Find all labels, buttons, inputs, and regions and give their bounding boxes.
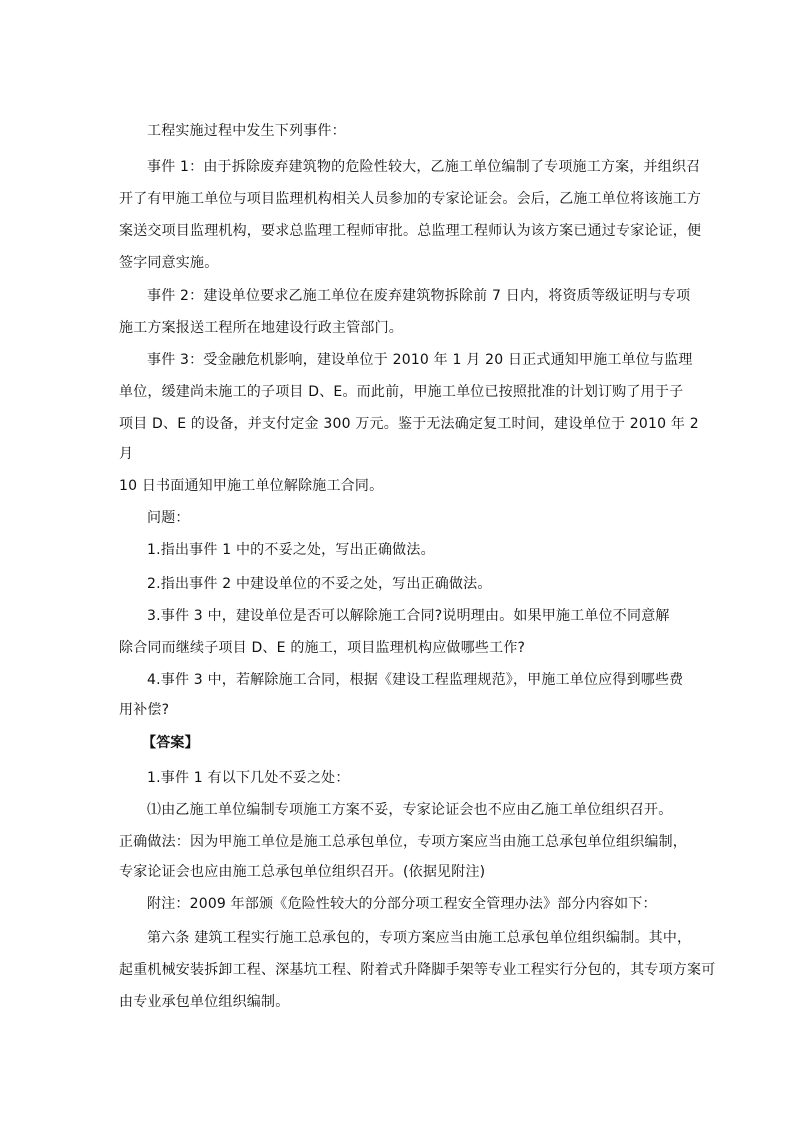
question-4-line-2: 用补偿? bbox=[119, 702, 170, 718]
answer-correct-line-1: 正确做法：因为甲施工单位是施工总承包单位，专项方案应当由施工总承包单位组织编制， bbox=[119, 834, 687, 850]
event3-line-4: 月 bbox=[119, 446, 134, 462]
event3-line-1: 事件 3：受金融危机影响，建设单位于 2010 年 1 月 20 日正式通知甲施工单位与监理 bbox=[147, 352, 693, 368]
event2-line-2: 施工方案报送工程所在地建设行政主管部门。 bbox=[119, 320, 403, 336]
event3-line-3: 项目 D、E 的设备，并支付定金 300 万元。鉴于无法确定复工时间，建设单位于 2010 年 2 bbox=[119, 416, 699, 432]
article-6-line-1: 第六条 建筑工程实行施工总承包的，专项方案应当由施工总承包单位组织编制。其中， bbox=[147, 930, 692, 946]
article-6-line-2: 起重机械安装拆卸工程、深基坑工程、附着式升降脚手架等专业工程实行分包的，其专项方案可 bbox=[119, 962, 716, 978]
event1-line-1: 事件 1：由于拆除废弃建筑物的危险性较大，乙施工单位编制了专项施工方案，并组织召 bbox=[147, 159, 701, 175]
note-intro: 附注：2009 年部颁《危险性较大的分部分项工程安全管理办法》部分内容如下： bbox=[147, 896, 657, 912]
event1-line-3: 案送交项目监理机构，要求总监理工程师审批。总监理工程师认为该方案已通过专家论证，便 bbox=[119, 223, 702, 239]
article-6-line-3: 由专业承包单位组织编制。 bbox=[119, 994, 290, 1010]
event3-line-2: 单位，缓建尚未施工的子项目 D、E。而此前，甲施工单位已按照批准的计划订购了用于子 bbox=[119, 384, 684, 400]
answer-heading: 【答案】 bbox=[142, 735, 199, 751]
event1-line-4: 签字同意实施。 bbox=[119, 255, 219, 271]
question-3-line-1: 3.事件 3 中，建设单位是否可以解除施工合同?说明理由。如果甲施工单位不同意解 bbox=[147, 608, 670, 624]
question-3-line-2: 除合同而继续子项目 D、E 的施工，项目监理机构应做哪些工作? bbox=[119, 640, 526, 656]
event2-line-1: 事件 2：建设单位要求乙施工单位在废弃建筑物拆除前 7 日内，将资质等级证明与专项 bbox=[147, 288, 691, 304]
answer-1-item-1: ⑴由乙施工单位编制专项施工方案不妥，专家论证会也不应由乙施工单位组织召开。 bbox=[147, 802, 673, 818]
answer-correct-line-2: 专家论证会也应由施工总承包单位组织召开。(依据见附注) bbox=[119, 864, 486, 880]
question-1: 1.指出事件 1 中的不妥之处，写出正确做法。 bbox=[147, 542, 435, 558]
event1-line-2: 开了有甲施工单位与项目监理机构相关人员参加的专家论证会。会后，乙施工单位将该施工方 bbox=[119, 191, 702, 207]
answer-1-intro: 1.事件 1 有以下几处不妥之处： bbox=[147, 770, 350, 786]
event3-line-5: 10 日书面通知甲施工单位解除施工合同。 bbox=[119, 478, 384, 494]
paragraph-intro: 工程实施过程中发生下列事件： bbox=[147, 123, 346, 139]
questions-heading: 问题： bbox=[147, 510, 190, 526]
question-4-line-1: 4.事件 3 中，若解除施工合同，根据《建设工程监理规范》，甲施工单位应得到哪些费 bbox=[147, 672, 684, 688]
question-2: 2.指出事件 2 中建设单位的不妥之处，写出正确做法。 bbox=[147, 576, 492, 592]
